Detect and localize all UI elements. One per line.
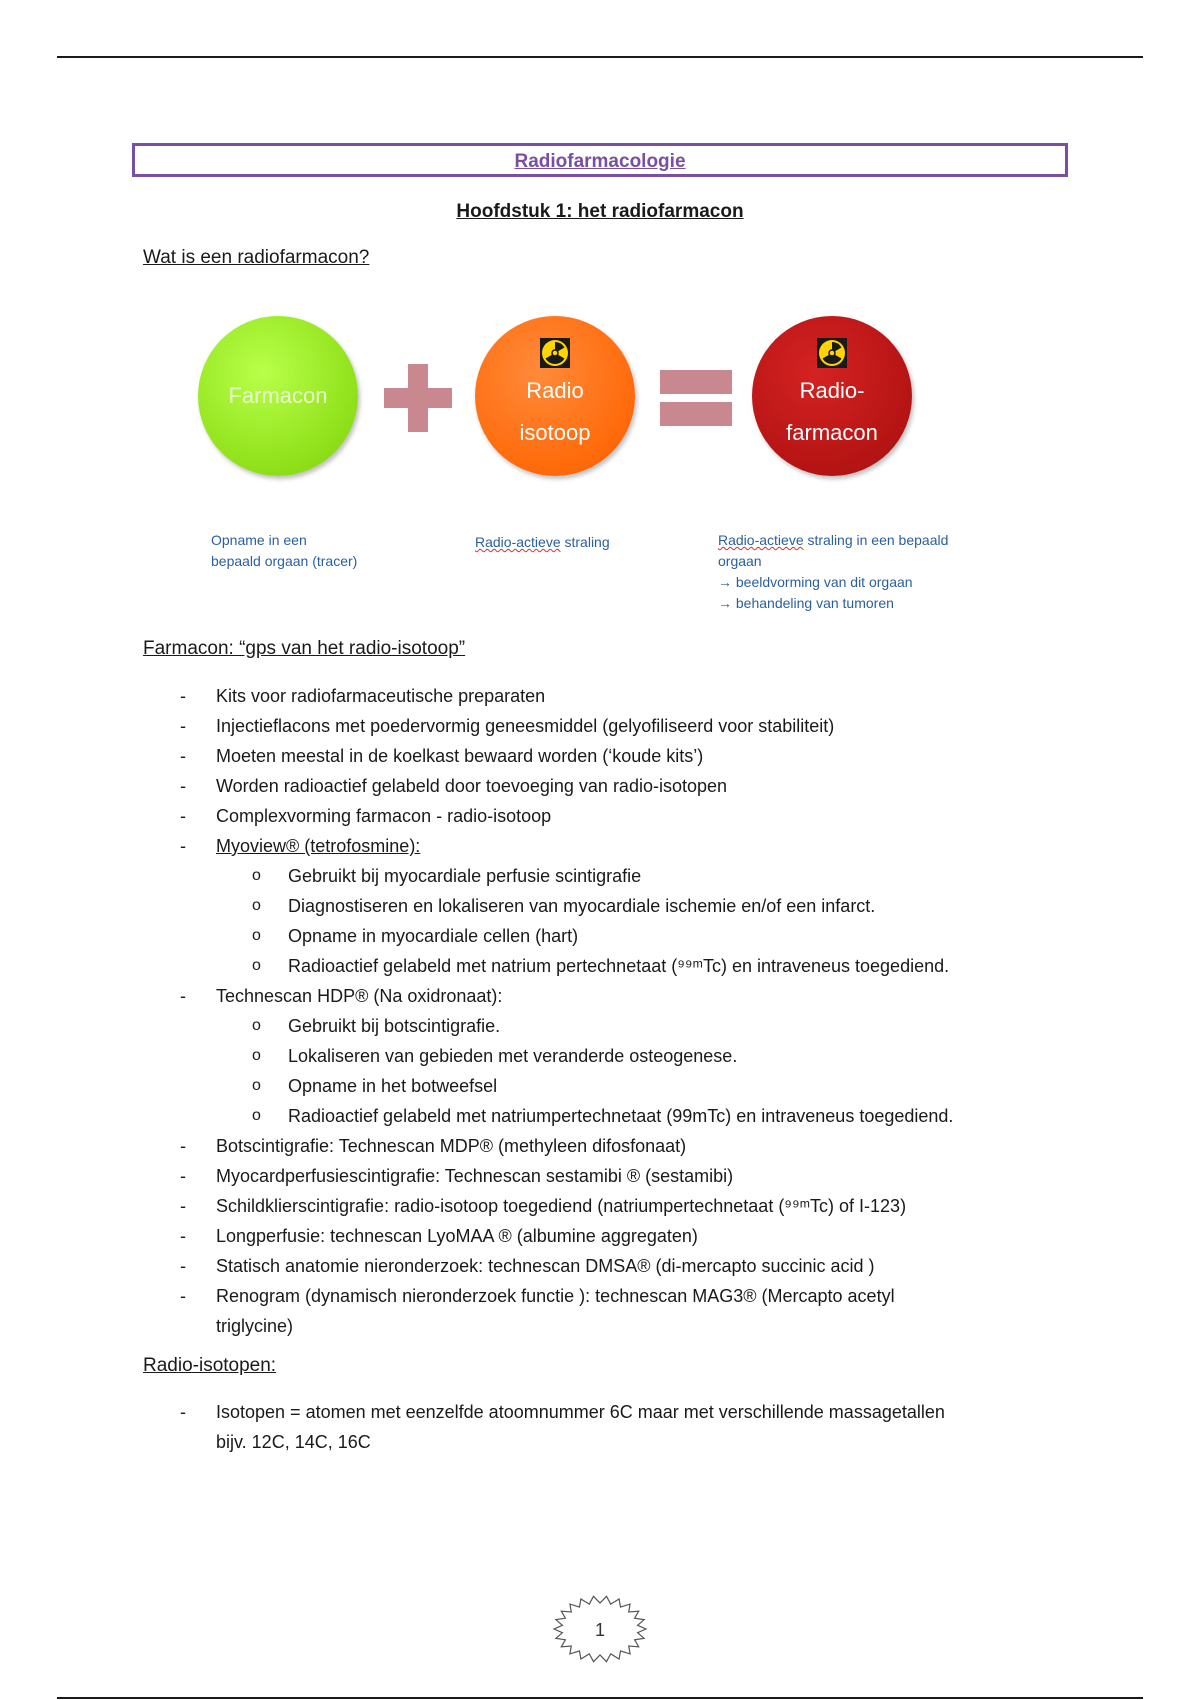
isotope-list bbox=[0, 1397, 945, 1457]
radio-isotoop-circle bbox=[475, 316, 635, 476]
document-title: Radiofarmacologie bbox=[514, 151, 686, 172]
radio-isotoop-label-2: isotoop bbox=[519, 420, 591, 445]
list-item: - Isotopen = atomen met eenzelfde atoomnummer 6C maar met verschillende massagetallen bbox=[180, 1402, 945, 1422]
caption-radiofarmacon-line2: orgaan bbox=[718, 553, 762, 569]
header-rule bbox=[57, 56, 1143, 58]
farmacon-label: Farmacon bbox=[228, 383, 328, 408]
sub-list-item: o Lokaliseren van gebieden met veranderde osteogenese. bbox=[252, 1046, 738, 1066]
list-item: - Schildklierscintigrafie: radio-isotoop toegediend (natriumpertechnetaat (⁹⁹ᵐTc) of I-123) bbox=[180, 1196, 907, 1216]
list-item: - Longperfusie: technescan LyoMAA ® (albumine aggregaten) bbox=[180, 1226, 698, 1246]
page-number-badge bbox=[550, 1593, 650, 1665]
page-number: 1 bbox=[594, 1620, 606, 1640]
sub-list-item: o Radioactief gelabeld met natriumpertechnetaat (99mTc) en intraveneus toegediend. bbox=[252, 1106, 954, 1126]
caption-radiofarmacon-b: straling in een bepaald bbox=[803, 532, 949, 548]
radiofarmacon-circle bbox=[752, 316, 912, 476]
caption-farmacon-line2: bepaald orgaan (tracer) bbox=[211, 553, 358, 569]
list-item: - Technescan HDP® (Na oxidronaat): bbox=[180, 986, 503, 1006]
list-item: - Moeten meestal in de koelkast bewaard worden (‘koude kits’) bbox=[180, 746, 704, 766]
caption-radiofarmacon bbox=[718, 530, 948, 614]
section-heading-what-is: Wat is een radiofarmacon? bbox=[143, 247, 370, 268]
caption-radiofarmacon-arrow2: → behandeling van tumoren bbox=[718, 595, 894, 611]
sub-list-item: o Gebruikt bij myocardiale perfusie scintigrafie bbox=[252, 866, 642, 886]
chapter-heading: Hoofdstuk 1: het radiofarmacon bbox=[456, 201, 744, 222]
caption-radio-isotoop-b: straling bbox=[560, 534, 610, 550]
caption-farmacon bbox=[211, 530, 357, 572]
farmacon-list bbox=[0, 681, 953, 1341]
caption-radio-isotoop-a: Radio-actieve bbox=[475, 534, 561, 550]
radiation-icon bbox=[540, 338, 570, 368]
list-item-continuation: bijv. 12C, 14C, 16C bbox=[216, 1432, 371, 1452]
caption-radiofarmacon-a: Radio-actieve bbox=[718, 532, 804, 548]
list-item: - Injectieflacons met poedervormig geneesmiddel (gelyofiliseerd voor stabiliteit) bbox=[180, 716, 835, 736]
sub-list-item: o Opname in myocardiale cellen (hart) bbox=[252, 926, 579, 946]
equals-icon bbox=[660, 368, 732, 428]
caption-radiofarmacon-arrow1: → beeldvorming van dit orgaan bbox=[718, 574, 913, 590]
radio-isotoop-label-1: Radio bbox=[526, 378, 584, 403]
radiofarmacon-label-2: farmacon bbox=[786, 420, 878, 445]
plus-icon bbox=[382, 362, 454, 434]
sub-list-item: o Gebruikt bij botscintigrafie. bbox=[252, 1016, 501, 1036]
caption-radio-isotoop bbox=[475, 532, 610, 553]
list-item: - Myoview® (tetrofosmine): bbox=[180, 836, 421, 856]
radiofarmacon-label-1: Radio- bbox=[799, 378, 865, 403]
sub-list-item: o Radioactief gelabeld met natrium pertechnetaat (⁹⁹ᵐTc) en intraveneus toegediend. bbox=[252, 956, 950, 976]
list-item: - Renogram (dynamisch nieronderzoek functie ): technescan MAG3® (Mercapto acetyl bbox=[180, 1286, 895, 1306]
radiation-icon bbox=[817, 338, 847, 368]
list-item: - Worden radioactief gelabeld door toevoeging van radio-isotopen bbox=[180, 776, 728, 796]
list-item: - Botscintigrafie: Technescan MDP® (methyleen difosfonaat) bbox=[180, 1136, 687, 1156]
document-title-box bbox=[132, 143, 1068, 177]
footer-rule bbox=[57, 1697, 1143, 1699]
list-item-continuation: triglycine) bbox=[216, 1316, 294, 1336]
list-item: - Statisch anatomie nieronderzoek: technescan DMSA® (di-mercapto succinic acid ) bbox=[180, 1256, 875, 1276]
sub-list-item: o Opname in het botweefsel bbox=[252, 1076, 498, 1096]
section-heading-farmacon: Farmacon: “gps van het radio-isotoop” bbox=[143, 638, 466, 659]
list-item: - Myocardperfusiescintigrafie: Technescan sestamibi ® (sestamibi) bbox=[180, 1166, 734, 1186]
section-heading-radio-isotopen: Radio-isotopen: bbox=[143, 1355, 277, 1376]
list-item: - Kits voor radiofarmaceutische preparaten bbox=[180, 686, 546, 706]
list-item: - Complexvorming farmacon - radio-isotoop bbox=[180, 806, 552, 826]
caption-farmacon-line1: Opname in een bbox=[211, 532, 307, 548]
sub-list-item: o Diagnostiseren en lokaliseren van myocardiale ischemie en/of een infarct. bbox=[252, 896, 876, 916]
farmacon-circle bbox=[198, 316, 358, 476]
